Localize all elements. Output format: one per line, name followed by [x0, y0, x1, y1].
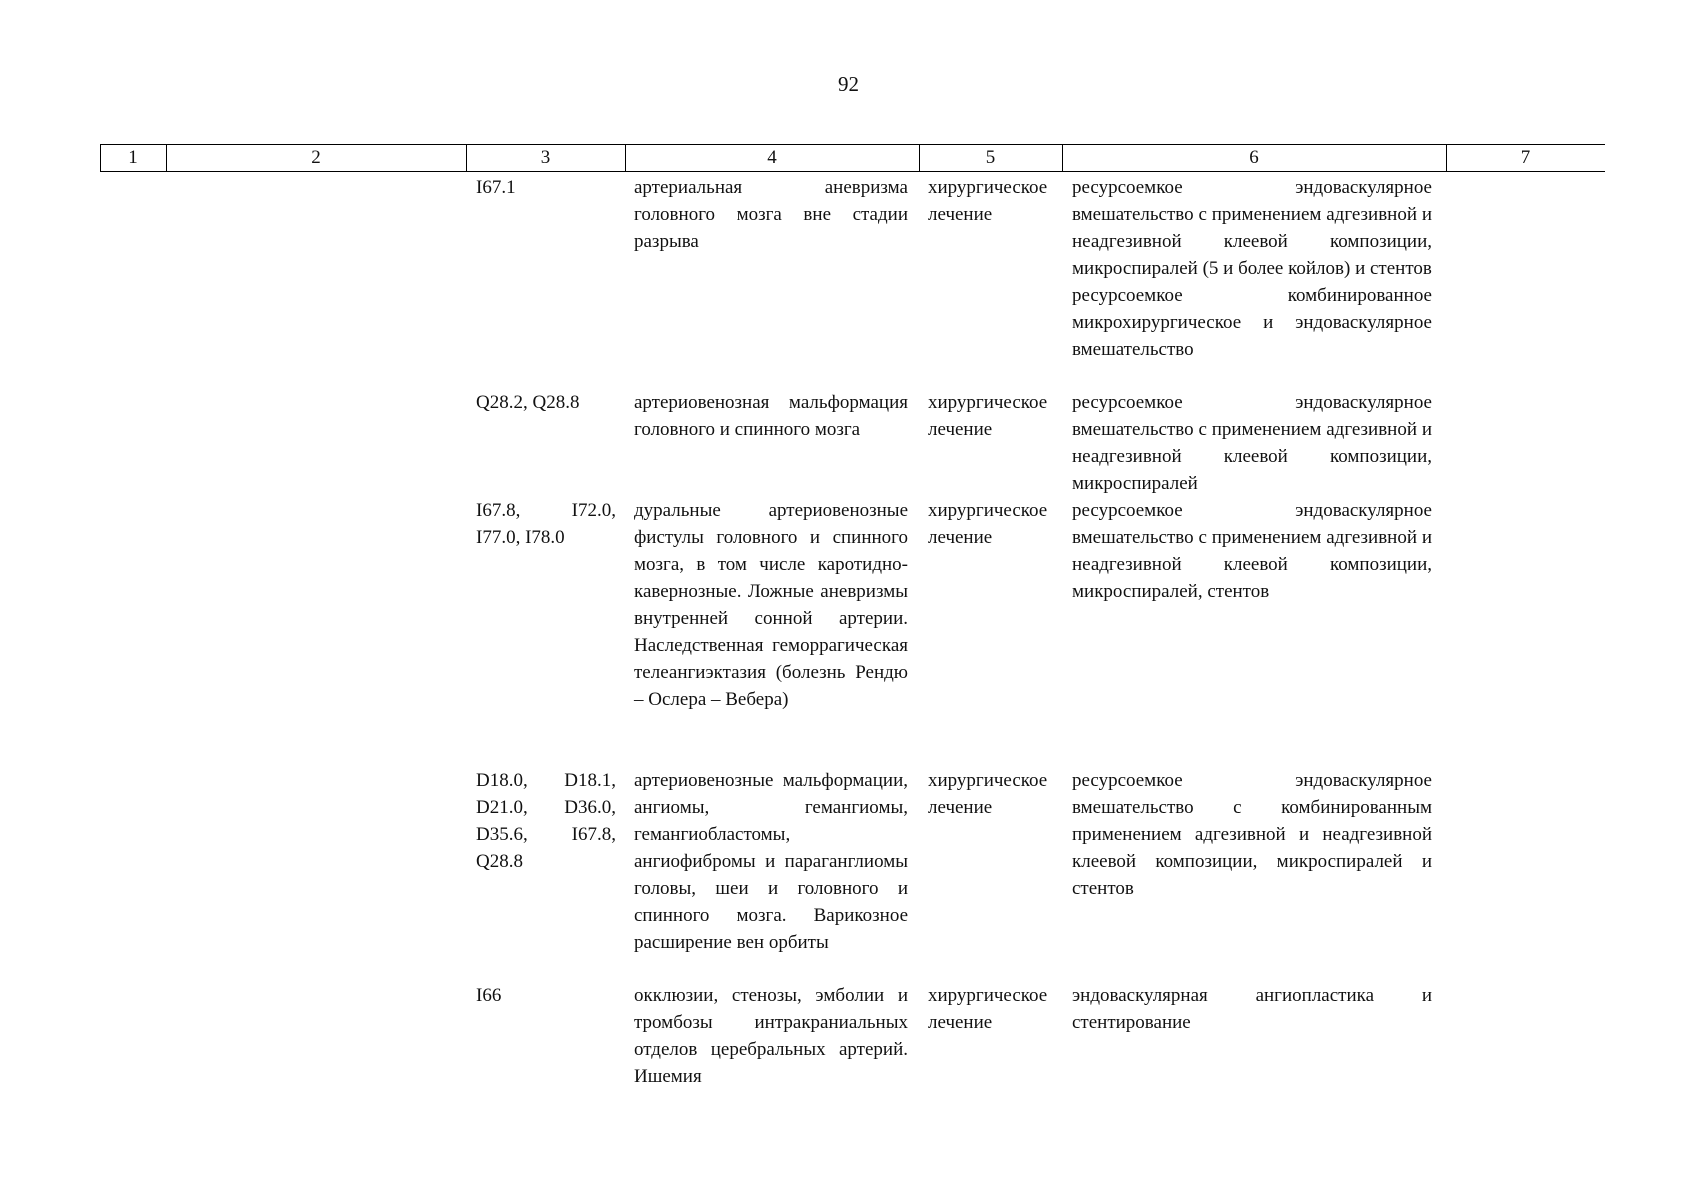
page-number: 92: [838, 72, 859, 96]
row-method: ресурсоемкое эндоваскулярное вмешательство с применением адгезивной и неадгезивной клеевой композиции, микроспиралей, стентов: [1072, 500, 1432, 602]
header-col-3: 3: [540, 147, 551, 168]
row-code: I66: [476, 985, 502, 1006]
row-diagnosis: артериовенозные мальформации, ангиомы, гемангиомы, гемангиобластомы, ангиофибромы и параганглиомы головы, шеи и головного и спинного мозга. Варикозное расширение вен орбиты: [634, 770, 908, 953]
row-treatment: хирургическое лечение: [928, 392, 1048, 440]
row-diagnosis: дуральные артериовенозные фистулы головного и спинного мозга, в том числе каротидно-кавернозные. Ложные аневризмы внутренней сонной артерии. Наследственная геморрагическая телеангиэктазия (болезнь Рендю – Ослера – Вебера): [634, 500, 908, 710]
row-treatment: хирургическое лечение: [928, 500, 1048, 548]
table-divider: [466, 144, 467, 172]
row-treatment: хирургическое лечение: [928, 177, 1048, 225]
header-col-2: 2: [311, 147, 321, 168]
header-col-1: 1: [128, 147, 138, 168]
header-col-6: 6: [1249, 147, 1259, 168]
table-divider: [1446, 144, 1447, 172]
table-divider: [919, 144, 920, 172]
table-divider: [166, 144, 167, 172]
table-header-row: [100, 144, 1605, 172]
row-methods: [1072, 497, 1432, 605]
header-col-5: 5: [985, 147, 996, 168]
table-divider: [100, 144, 101, 172]
row-diagnosis: артериовенозная мальформация головного и спинного мозга: [634, 392, 908, 440]
row-treatment: хирургическое лечение: [928, 770, 1048, 818]
row-code: D18.0, D18.1, D21.0, D36.0, D35.6, I67.8, Q28.8: [476, 770, 616, 872]
row-methods: [1072, 389, 1432, 497]
row-code: I67.8, I72.0, I77.0, I78.0: [476, 500, 616, 548]
row-methods: [1072, 982, 1432, 1036]
table-divider: [625, 144, 626, 172]
row-diagnosis: окклюзии, стенозы, эмболии и тромбозы интракраниальных отделов церебральных артерий. Ишемия: [634, 985, 908, 1087]
table-divider: [1062, 144, 1063, 172]
row-method: эндоваскулярная ангиопластика и стентирование: [1072, 985, 1432, 1033]
row-method: ресурсоемкое эндоваскулярное вмешательство с комбинированным применением адгезивной и неадгезивной клеевой композиции, микроспиралей и стентов: [1072, 770, 1432, 899]
header-col-7: 7: [1520, 147, 1531, 168]
row-code: Q28.2, Q28.8: [476, 392, 580, 413]
row-methods: [1072, 767, 1432, 902]
row-method: ресурсоемкое эндоваскулярное вмешательство с применением адгезивной и неадгезивной клеевой композиции, микроспиралей (5 и более койлов) и стентов: [1072, 177, 1432, 279]
row-method: ресурсоемкое комбинированное микрохирургическое и эндоваскулярное вмешательство: [1072, 285, 1432, 360]
row-method: ресурсоемкое эндоваскулярное вмешательство с применением адгезивной и неадгезивной клеевой композиции, микроспиралей: [1072, 392, 1432, 494]
row-treatment: хирургическое лечение: [928, 985, 1048, 1033]
row-diagnosis: артериальная аневризма головного мозга вне стадии разрыва: [634, 177, 908, 252]
row-code: I67.1: [476, 177, 516, 198]
row-methods: [1072, 174, 1432, 363]
header-col-4: 4: [767, 147, 777, 168]
